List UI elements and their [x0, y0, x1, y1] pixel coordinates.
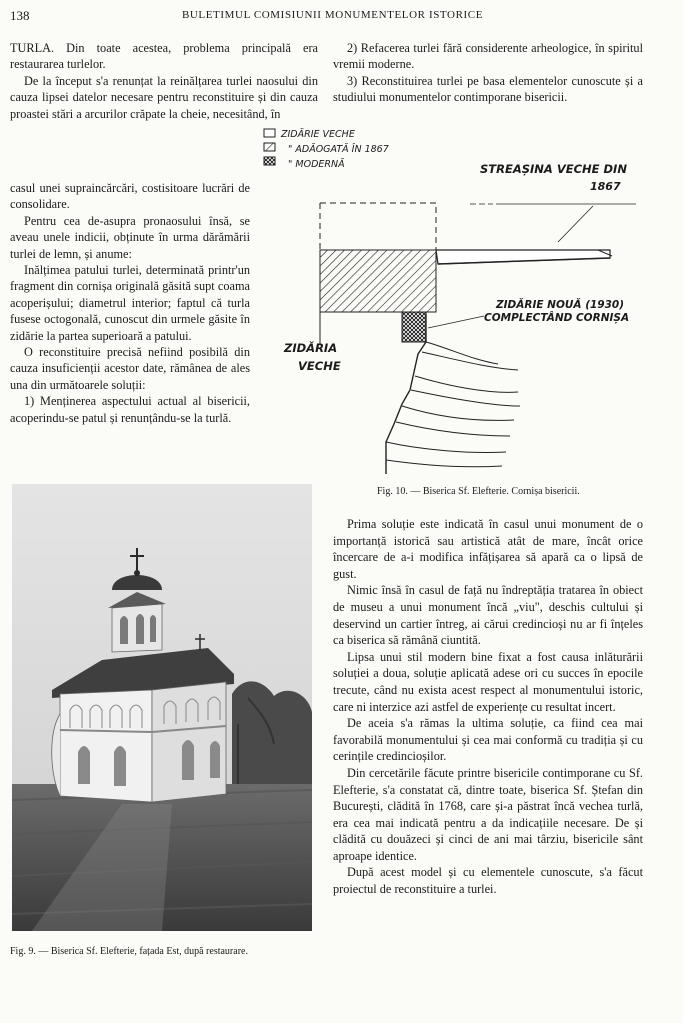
legend-modern: " MODERNĂ	[288, 159, 345, 170]
paragraph: Lipsa unui stil modern bine fixat a fost causa inlăturării soluției a doua, soluție aplicată adese ori cu succes în epocile trecute, când nu exista acest respect al monumentului istoric, care ni interzice azi astfel de experiențe cu resultat incert.	[333, 649, 643, 714]
running-header	[10, 8, 655, 24]
label-old-masonry: ZIDĂRIA	[284, 341, 338, 355]
legend-old-masonry: ZIDĂRIE VECHE	[281, 129, 355, 140]
label-completing-cornice: COMPLECTÂND CORNIȘA	[484, 312, 630, 324]
cornice-drawing	[258, 124, 658, 480]
paragraph: casul unei supraincărcări, costisitoare lucrări de consolidare.	[10, 181, 250, 212]
paragraph: Pentru cea de-asupra pronaosului însă, se aveau unele indicii, obținute în urma dărămării turlei de lemn, și anume:	[10, 213, 250, 261]
paragraph: Nimic însă în casul de față nu îndreptăția tratarea în obiect de museu a unui monument încă „viu", deschis cultului și deservind un cartier întreg, ai cărui credincioși nu ar fi înțeles ca biserica să rămână ciuntită.	[333, 583, 643, 648]
right-column-top	[333, 40, 643, 106]
paragraph: Prima soluție este indicată în casul unui monument de o importanță istorică sau artistică atât de mare, încât orice încercare de a-i modifica infățișarea să apară ca o lipsă de gust.	[333, 517, 643, 581]
label-new-masonry: ZIDĂRIE NOUĂ (1930)	[496, 299, 625, 311]
running-title: BULETIMUL COMISIUNII MONUMENTELOR ISTORICE	[181, 9, 484, 21]
drawing-legend	[264, 128, 389, 170]
paragraph: Inălțimea patului turlei, determinată printr'un fragment din cornișa originală găsită supt coama acoperișului; diametrul interior; faptul că turla fusese octogonală, cunoscut din urmele găsite în zidărie la partea superioară a patului.	[10, 263, 250, 343]
fig10-caption: Fig. 10. — Biserica Sf. Elefterie. Cornișa bisericii.	[377, 486, 580, 497]
paragraph: 1) Menținerea aspectului actual al bisericii, acoperindu-se patul și renunțându-se la turlă.	[10, 394, 250, 425]
church-photo	[12, 484, 312, 931]
label-old-eaves: STREAȘINA VECHE DIN	[480, 162, 627, 176]
paragraph: De aceia s'a rămas la ultima soluție, ca fiind cea mai favorabilă monumentului și cea mai conformă cu tradiția și cu cerințile credincioșilor.	[333, 716, 643, 764]
paragraph: 2) Refacerea turlei fără considerente arheologice, în spiritul vremii moderne.	[333, 41, 643, 72]
label-old: VECHE	[298, 359, 341, 373]
right-column-bottom	[333, 516, 643, 898]
left-column-middle	[10, 180, 250, 426]
fig9-caption: Fig. 9. — Biserica Sf. Elefterie, fațada Est, după restaurare.	[10, 946, 248, 957]
paragraph: Din cercetările făcute printre bisericile contimporane cu Sf. Elefterie, s'a constatat că, dintre toate, biserica Sf. Ștefan din București, clădită în 1768, care și-a păstrat încă vechea turlă, era cea mai indicată pentru a da indicațiile necesare. De și clădită cu douăzeci și cinci de ani mai târziu, bisericile sânt aproape identice.	[333, 765, 643, 863]
paragraph: De la început s'a renunțat la reinălțarea turlei naosului din cauza lipsei datelor necesare pentru reconstituire și din cauza proastei stări a arcurilor crăpate la cheie, necesitând, în	[10, 73, 318, 121]
paragraph: 3) Reconstituirea turlei pe basa elementelor cunoscute și a studiului monumentelor contimporane bisericii.	[333, 73, 643, 105]
legend-added-1867: " ADĂOGATĂ ÎN 1867	[288, 144, 389, 155]
paragraph: TURLA. Din toate acestea, problema principală era restaurarea turlelor.	[10, 41, 318, 72]
left-column-top	[10, 40, 318, 122]
label-year-1867: 1867	[590, 180, 621, 193]
page-number: 138	[10, 8, 30, 23]
paragraph: O reconstituire precisă nefiind posibilă din cauza insuficienții acestor date, rămânea de ales una din următoarele soluții:	[10, 345, 250, 392]
paragraph: După acest model și cu elementele cunoscute, s'a făcut proiectul de reconstituire a turlei.	[333, 865, 643, 897]
